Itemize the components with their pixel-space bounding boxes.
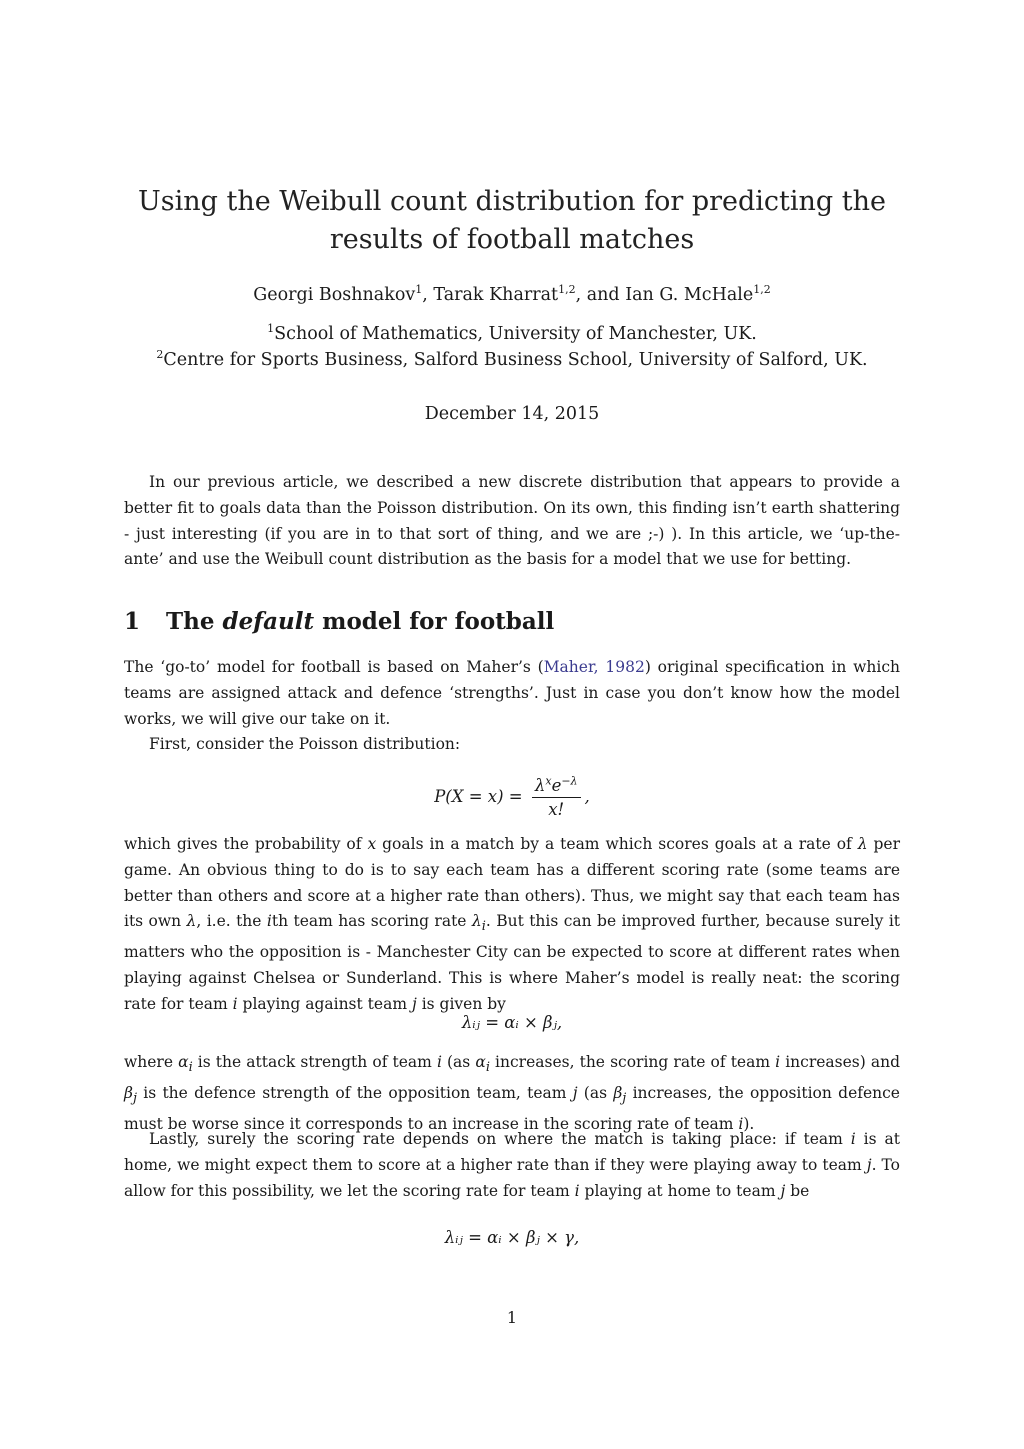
fraction-numerator: $\lambda^xe^{-\lambda}$ xyxy=(532,776,581,798)
affiliation-line xyxy=(0,321,1024,347)
section-title-emphasis: default xyxy=(222,608,315,635)
text-run: . But this can be improved further, because surely it matters who the opposition is - Manchester City can be expected to score at different rates when playing against Chelsea or Sunderland. This is where Maher’s model is really neat: the scoring rate for team xyxy=(124,912,901,1013)
citation-year: 1982 xyxy=(605,658,645,676)
math-var: i xyxy=(738,1114,744,1133)
math-subscript: j xyxy=(132,1090,137,1106)
author-name: Ian G. McHale xyxy=(625,285,754,305)
paper-title: Using the Weibull count distribution for predicting the results of football matches xyxy=(137,186,887,255)
text-run: playing at home to team xyxy=(579,1181,781,1200)
text-run: increases) and xyxy=(780,1053,901,1071)
equation-punct: , xyxy=(584,787,590,806)
math-subscript: i xyxy=(485,1060,490,1076)
abstract-paragraph: In our previous article, we described a new discrete distribution that appears to provide a better fit to goals data than the Poisson distribution. On its own, this finding isn’t earth shattering - just interesting (if you are in to that sort of thing, and we are ;-) ). In this article, we ‘up-the-ante’ and use the Weibull count distribution as the basis for a model that we use for betting. xyxy=(124,473,900,569)
affiliation-text: Centre for Sports Business, Salford Business School, University of Salford, UK. xyxy=(163,350,868,370)
text-run: ). xyxy=(743,1114,755,1133)
body-paragraph xyxy=(124,1050,900,1138)
math-var: i xyxy=(850,1130,856,1148)
affiliation-marker: 1 xyxy=(267,322,275,336)
affiliation-line xyxy=(0,347,1024,373)
math-var: i xyxy=(436,1053,442,1071)
text-run: (as xyxy=(441,1053,476,1071)
text-run: (as xyxy=(577,1083,614,1102)
text-run: which gives the probability of xyxy=(124,835,368,853)
text-run: where xyxy=(124,1053,179,1071)
affiliation-marker: 1,2 xyxy=(558,283,576,297)
text-run: increases, the opposition defence must be worse since it corresponds to an increase in the scoring rate of team xyxy=(124,1083,900,1133)
math-var: j xyxy=(866,1155,872,1174)
text-run: per game. An obvious thing to do is to say each team has a different scoring rate (some teams are better than others and score at a higher rate than others). Thus, we might say that each team has its own xyxy=(124,835,900,931)
text-run: ) original specification in which teams are assigned attack and defence ‘strengths’. Just in case you don’t know how the model works, we will give our take on it. xyxy=(124,658,900,728)
math-var: i xyxy=(232,994,238,1013)
text-run: is at home, we might expect them to score at a higher rate than if they were playing away to team xyxy=(124,1130,900,1174)
affiliation-marker: 1 xyxy=(415,283,423,297)
affiliation-marker: 2 xyxy=(156,348,164,362)
fraction-denominator: x! xyxy=(548,800,565,819)
author-list xyxy=(0,281,1024,309)
text-run: is given by xyxy=(416,994,506,1013)
equation-maher: λᵢⱼ = αᵢ × βⱼ, xyxy=(461,1013,563,1032)
math-var: β xyxy=(613,1083,623,1102)
citation-author: Maher xyxy=(543,658,594,676)
page-number: 1 xyxy=(506,1308,518,1327)
affiliation-marker: 1,2 xyxy=(753,283,771,297)
citation-link[interactable] xyxy=(544,658,645,676)
text-run: Lastly, surely the scoring rate depends on where the match is taking place: if team xyxy=(149,1130,851,1148)
citation-separator: , xyxy=(593,658,606,676)
body-paragraph: First, consider the Poisson distribution: xyxy=(149,735,461,753)
affiliation-text: School of Mathematics, University of Manchester, UK. xyxy=(274,324,757,344)
section-title-pre: The xyxy=(166,608,223,635)
math-var: i xyxy=(266,912,272,931)
equation-home-advantage: λᵢⱼ = αᵢ × βⱼ × γ, xyxy=(444,1228,580,1247)
section-title-post: model for football xyxy=(314,608,555,635)
section-number: 1 xyxy=(124,608,141,635)
text-run: . To allow for this possibility, we let the scoring rate for team xyxy=(124,1155,900,1200)
paper-date: December 14, 2015 xyxy=(424,404,600,424)
text-run: increases, the scoring rate of team xyxy=(489,1053,776,1071)
equation-lhs: P(X = x) = xyxy=(434,787,523,806)
math-var: λ xyxy=(857,835,868,853)
math-var: i xyxy=(775,1053,781,1071)
body-paragraph xyxy=(124,655,900,732)
text-run: playing against team xyxy=(237,994,412,1013)
math-subscript: j xyxy=(622,1090,627,1106)
text-run: , i.e. the xyxy=(196,912,267,931)
section-heading xyxy=(124,605,554,639)
text-run: The ‘go-to’ model for football is based on Maher’s ( xyxy=(124,658,544,676)
math-var: α xyxy=(178,1053,189,1071)
text-run: goals in a match by a team which scores goals at a rate of xyxy=(376,835,858,853)
math-var: j xyxy=(572,1083,578,1102)
math-var: β xyxy=(124,1083,133,1102)
equation-poisson xyxy=(0,776,1024,819)
math-var: λ xyxy=(471,912,482,931)
math-subscript: i xyxy=(481,919,486,935)
author-name: Georgi Boshnakov xyxy=(253,285,416,305)
text-run: be xyxy=(785,1181,810,1200)
text-run: th team has scoring rate xyxy=(271,912,472,931)
math-var: λ xyxy=(186,912,197,931)
affiliation-list xyxy=(0,321,1024,373)
equation-fraction xyxy=(532,776,581,819)
body-paragraph xyxy=(124,1127,900,1204)
text-run: is the attack strength of team xyxy=(192,1053,437,1071)
math-var: j xyxy=(780,1181,786,1200)
math-subscript: i xyxy=(188,1060,193,1076)
body-paragraph xyxy=(124,832,900,1018)
math-var: α xyxy=(475,1053,486,1071)
text-run: is the defence strength of the opposition team, team xyxy=(136,1083,573,1102)
math-var: x xyxy=(367,835,377,853)
math-var: j xyxy=(411,994,417,1013)
math-var: i xyxy=(574,1181,580,1200)
author-separator: , and xyxy=(575,285,626,305)
author-separator: , xyxy=(422,285,434,305)
author-name: Tarak Kharrat xyxy=(433,285,559,305)
